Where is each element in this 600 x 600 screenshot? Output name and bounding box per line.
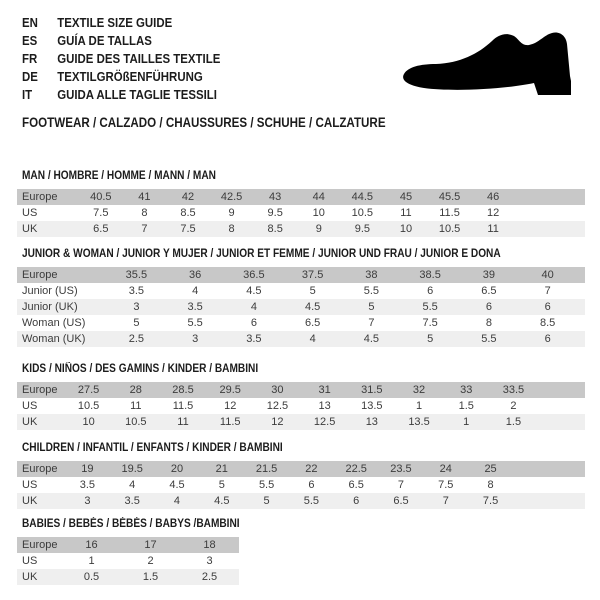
size-cell: 27.5 — [77, 384, 100, 396]
size-cell: 5.5 — [481, 333, 497, 345]
size-cell: 38.5 — [419, 269, 441, 281]
size-cell: 7.5 — [93, 207, 109, 219]
table-row — [17, 382, 585, 398]
size-cell: 12 — [271, 416, 284, 428]
size-cell: 8 — [485, 317, 492, 329]
size-cell: 6 — [427, 285, 434, 297]
lang-code: IT — [22, 86, 33, 102]
size-cell: 21.5 — [255, 463, 278, 475]
size-cell: 9 — [228, 207, 235, 219]
table-row — [17, 461, 585, 477]
size-cell: 6 — [353, 495, 360, 507]
size-cell: 10 — [82, 416, 95, 428]
size-cell: 3.5 — [128, 285, 145, 297]
size-cell: 4.5 — [304, 301, 321, 313]
size-cell: 37.5 — [301, 269, 324, 281]
size-cell: 7 — [141, 223, 148, 235]
row-label: US — [22, 207, 38, 219]
size-cell: 10.5 — [77, 400, 100, 412]
size-cell: 40.5 — [90, 191, 112, 203]
size-cell: 16 — [85, 539, 98, 551]
size-cell: 8.5 — [539, 317, 556, 329]
size-cell: 7.5 — [438, 479, 454, 491]
size-cell: 11.5 — [219, 416, 241, 428]
size-cell: 7 — [368, 317, 375, 329]
size-cell: 4 — [309, 333, 316, 345]
size-cell: 28 — [129, 384, 142, 396]
size-cell: 36 — [189, 269, 202, 281]
table-row — [17, 189, 585, 205]
row-label: UK — [22, 223, 38, 235]
row-label: Europe — [22, 191, 58, 203]
size-cell: 29.5 — [219, 384, 241, 396]
size-cell: 4 — [250, 301, 257, 313]
size-cell: 4.5 — [363, 333, 380, 345]
size-cell: 4 — [173, 495, 181, 507]
size-cell: 40 — [541, 269, 554, 281]
size-table-man — [17, 189, 585, 237]
size-cell: 3 — [84, 495, 91, 507]
row-label: UK — [22, 495, 38, 507]
section-title-junior-woman: JUNIOR & WOMAN / JUNIOR Y MUJER / JUNIOR ET FEMME / JUNIOR UND FRAU / JUNIOR E DONA — [22, 248, 501, 260]
size-cell: 9.5 — [267, 207, 283, 219]
size-cell: 44.5 — [351, 191, 374, 203]
size-cell: 36.5 — [243, 269, 265, 281]
size-cell: 6 — [485, 301, 492, 313]
table-row — [17, 569, 239, 585]
size-cell: 12 — [487, 207, 500, 219]
size-cell: 19 — [81, 463, 94, 475]
size-cell: 5.5 — [258, 479, 275, 491]
size-cell: 4.5 — [214, 495, 230, 507]
size-cell: 38 — [365, 269, 378, 281]
size-cell: 3.5 — [124, 495, 140, 507]
row-label: US — [22, 400, 38, 412]
row-label: Europe — [22, 269, 58, 281]
table-row — [17, 477, 585, 493]
size-cell: 12.5 — [313, 416, 336, 428]
size-cell: 10.5 — [125, 416, 147, 428]
size-cell: 3.5 — [79, 479, 96, 491]
size-cell: 11 — [177, 416, 189, 428]
size-cell: 10.5 — [438, 223, 461, 235]
table-row — [17, 221, 585, 237]
size-cell: 30 — [271, 384, 284, 396]
size-cell: 5.5 — [187, 317, 203, 329]
size-cell: 3.5 — [246, 333, 262, 345]
size-cell: 3 — [206, 555, 213, 567]
size-cell: 5 — [133, 317, 140, 329]
size-cell: 7.5 — [180, 223, 196, 235]
table-row — [17, 331, 585, 347]
size-cell: 7.5 — [422, 317, 438, 329]
size-cell: 31 — [318, 384, 331, 396]
size-cell: 1.5 — [142, 571, 159, 583]
row-label: Junior (UK) — [22, 301, 78, 313]
size-cell: 5 — [263, 495, 270, 507]
size-cell: 10 — [312, 207, 325, 219]
row-label: US — [22, 479, 38, 491]
size-cell: 5 — [368, 301, 375, 313]
size-cell: 10 — [399, 223, 413, 235]
lang-label: TEXTILE SIZE GUIDE — [57, 14, 173, 30]
size-cell: 5.5 — [363, 285, 380, 297]
size-cell: 5 — [218, 479, 225, 491]
size-cell: 24 — [439, 463, 452, 475]
size-cell: 13.5 — [408, 416, 430, 428]
size-cell: 45.5 — [438, 191, 461, 203]
table-row — [17, 537, 239, 553]
size-cell: 33 — [460, 384, 473, 396]
size-cell: 6.5 — [348, 479, 364, 491]
size-section-children — [17, 442, 600, 509]
size-cell: 1.5 — [505, 416, 522, 428]
table-row — [17, 553, 239, 569]
size-cell: 45 — [399, 191, 413, 203]
size-cell: 11 — [487, 223, 499, 235]
size-cell: 11 — [400, 207, 412, 219]
size-cell: 20 — [170, 463, 184, 475]
size-cell: 19.5 — [121, 463, 143, 475]
size-cell: 13 — [318, 400, 331, 412]
section-title-man: MAN / HOMBRE / HOMME / MANN / MAN — [22, 170, 216, 182]
size-cell: 11.5 — [172, 400, 194, 412]
row-label: Junior (US) — [22, 285, 78, 297]
size-cell: 4 — [129, 479, 136, 491]
size-cell: 23.5 — [390, 463, 412, 475]
lang-label: GUÍA DE TALLAS — [57, 32, 152, 48]
row-label: Europe — [22, 539, 58, 551]
row-label: UK — [22, 571, 38, 583]
size-cell: 1.5 — [458, 400, 474, 412]
size-cell: 42 — [181, 191, 195, 203]
size-cell: 4 — [192, 285, 199, 297]
lang-code: ES — [22, 32, 38, 48]
row-label: US — [22, 555, 38, 567]
lang-code: FR — [22, 50, 38, 66]
size-cell: 8.5 — [267, 223, 283, 235]
size-section-junior-woman — [17, 248, 600, 347]
section-title-kids: KIDS / NIÑOS / DES GAMINS / KINDER / BAMBINI — [22, 363, 259, 375]
size-cell: 13 — [365, 416, 378, 428]
size-cell: 42.5 — [220, 191, 243, 203]
size-cell: 6 — [544, 333, 551, 345]
size-cell: 35.5 — [125, 269, 148, 281]
size-cell: 6.5 — [93, 223, 109, 235]
size-cell: 8 — [141, 207, 148, 219]
size-cell: 22.5 — [345, 463, 367, 475]
size-cell: 6.5 — [304, 317, 321, 329]
size-section-babies — [17, 518, 600, 585]
size-cell: 8 — [228, 223, 235, 235]
size-cell: 39 — [482, 269, 495, 281]
row-label: UK — [22, 416, 38, 428]
category-title: FOOTWEAR / CALZADO / CHAUSSURES / SCHUHE / CALZATURE — [22, 115, 386, 130]
lang-code: DE — [22, 68, 38, 84]
lang-label: TEXTILGRÖßENFÜHRUNG — [57, 68, 203, 84]
size-cell: 6.5 — [393, 495, 409, 507]
size-cell: 4.5 — [246, 285, 262, 297]
size-cell: 1 — [463, 416, 470, 428]
size-cell: 11.5 — [439, 207, 460, 219]
section-title-babies: BABIES / BEBÉS / BÉBÉS / BABYS /BAMBINI — [22, 518, 240, 530]
size-cell: 5.5 — [303, 495, 320, 507]
row-label: Woman (UK) — [22, 333, 86, 345]
size-cell: 0.5 — [83, 571, 100, 583]
table-row — [17, 267, 585, 283]
size-cell: 2 — [510, 400, 517, 412]
size-cell: 5 — [309, 285, 316, 297]
table-row — [17, 493, 585, 509]
lang-label: GUIDE DES TAILLES TEXTILE — [57, 50, 221, 66]
row-label: Europe — [22, 384, 58, 396]
size-cell: 8 — [487, 479, 494, 491]
size-cell: 4.5 — [169, 479, 185, 491]
size-cell: 33.5 — [502, 384, 525, 396]
size-cell: 41 — [138, 191, 151, 203]
size-cell: 6 — [544, 301, 551, 313]
size-cell: 10.5 — [351, 207, 374, 219]
size-table-children — [17, 461, 585, 509]
size-cell: 18 — [203, 539, 216, 551]
size-table-babies — [17, 537, 239, 585]
size-cell: 46 — [487, 191, 500, 203]
size-table-kids — [17, 382, 585, 430]
size-cell: 2.5 — [201, 571, 218, 583]
size-section-kids — [17, 363, 600, 430]
size-table-junior-woman — [17, 267, 585, 347]
size-cell: 6.5 — [481, 285, 497, 297]
size-tables — [0, 170, 600, 585]
size-cell: 3.5 — [187, 301, 203, 313]
size-cell: 7 — [397, 479, 405, 491]
table-row — [17, 299, 585, 315]
table-row — [17, 414, 585, 430]
size-cell: 28.5 — [172, 384, 194, 396]
row-label: Europe — [22, 463, 58, 475]
table-row — [17, 315, 585, 331]
size-section-man — [17, 170, 600, 237]
size-cell: 17 — [144, 539, 157, 551]
size-cell: 12 — [224, 400, 237, 412]
size-cell: 13.5 — [361, 400, 383, 412]
size-cell: 7 — [442, 495, 449, 507]
table-row — [17, 205, 585, 221]
size-cell: 8.5 — [180, 207, 196, 219]
size-cell: 3 — [133, 301, 140, 313]
lang-code: EN — [22, 14, 38, 30]
lang-label: GUIDA ALLE TAGLIE TESSILI — [57, 86, 217, 102]
size-cell: 43 — [269, 191, 282, 203]
row-label: Woman (US) — [22, 317, 86, 329]
size-cell: 31.5 — [361, 384, 383, 396]
size-cell: 12.5 — [266, 400, 289, 412]
size-cell: 5 — [427, 333, 434, 345]
size-cell: 6 — [250, 317, 257, 329]
size-cell: 1 — [415, 400, 423, 412]
size-cell: 11 — [130, 400, 142, 412]
size-cell: 9 — [315, 223, 322, 235]
table-row — [17, 283, 585, 299]
size-cell: 6 — [308, 479, 315, 491]
size-cell: 2 — [147, 555, 154, 567]
size-cell: 1 — [88, 555, 95, 567]
size-cell: 22 — [305, 463, 318, 475]
size-cell: 7 — [544, 285, 551, 297]
size-cell: 25 — [484, 463, 497, 475]
size-cell: 7.5 — [482, 495, 499, 507]
size-cell: 9.5 — [354, 223, 370, 235]
shoe-icon — [398, 26, 578, 98]
size-cell: 21 — [215, 463, 228, 475]
size-cell: 3 — [192, 333, 199, 345]
size-cell: 32 — [412, 384, 426, 396]
size-cell: 5.5 — [422, 301, 438, 313]
table-row — [17, 398, 585, 414]
section-title-children: CHILDREN / INFANTIL / ENFANTS / KINDER / BAMBINI — [22, 442, 283, 454]
size-cell: 44 — [312, 191, 325, 203]
size-cell: 2.5 — [128, 333, 145, 345]
